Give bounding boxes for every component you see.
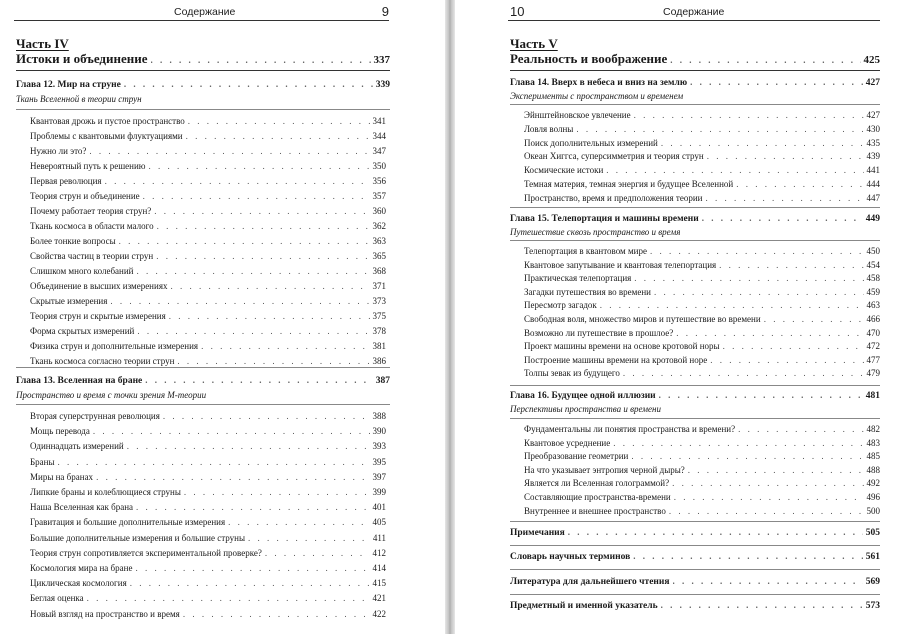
part-label: Часть V — [510, 36, 558, 51]
section-title: Скрытые измерения — [30, 296, 108, 306]
section-title: Наша Вселенная как брана — [30, 502, 134, 513]
section-title: Практическая телепортация — [524, 273, 632, 284]
section-page: 483 — [866, 437, 880, 448]
section-entry[interactable] — [30, 426, 386, 440]
section-entry[interactable] — [30, 266, 386, 280]
section-entry[interactable] — [30, 411, 386, 425]
section-title: Более тонкие вопросы — [30, 236, 116, 246]
chapter-entry[interactable] — [16, 79, 390, 93]
section-entry[interactable] — [30, 146, 386, 160]
section-entry[interactable] — [30, 191, 386, 205]
section-page: 378 — [372, 326, 386, 336]
section-entry[interactable] — [30, 176, 386, 190]
section-title: Объединение в высших измерениях — [30, 281, 168, 291]
end-matter-title: Литература для дальнейшего чтения — [510, 577, 670, 587]
divider — [16, 367, 390, 368]
section-entry[interactable] — [30, 251, 386, 265]
section-entry[interactable] — [524, 179, 880, 193]
section-title: Ткань космоса согласно теории струн — [30, 356, 175, 366]
section-entry[interactable] — [30, 563, 386, 577]
section-title: Телепортация в квантовом мире — [524, 246, 647, 256]
section-page: 375 — [372, 311, 386, 321]
section-title: Невероятный путь к решению — [30, 161, 146, 171]
section-page: 393 — [372, 441, 386, 452]
running-header-title: Содержание — [174, 6, 236, 18]
section-title: Вторая суперструнная революция — [30, 411, 160, 421]
section-entry[interactable] — [524, 151, 880, 165]
section-page: 459 — [866, 286, 880, 297]
left-page — [0, 0, 445, 634]
section-title: Пространство, время и предположения теории — [524, 192, 703, 203]
dot-leader — [576, 124, 863, 134]
section-entry[interactable] — [30, 221, 386, 235]
section-entry[interactable] — [30, 281, 386, 295]
dot-leader — [145, 375, 372, 385]
section-title: Космология мира на бране — [30, 563, 133, 573]
dot-leader — [169, 311, 370, 321]
dot-leader — [661, 600, 863, 610]
dot-leader — [710, 355, 863, 365]
part-title-entry[interactable] — [16, 51, 390, 68]
dot-leader — [669, 506, 864, 516]
section-page: 485 — [866, 451, 880, 462]
section-page: 466 — [866, 314, 880, 324]
dot-leader — [568, 527, 863, 537]
section-entry[interactable] — [30, 161, 386, 175]
section-title: Поиск дополнительных измерений — [524, 137, 658, 148]
section-entry[interactable] — [524, 314, 880, 328]
section-title: Физика струн и дополнительные измерения — [30, 341, 199, 351]
section-page: 479 — [866, 368, 880, 379]
dot-leader — [127, 441, 370, 451]
section-page: 470 — [866, 327, 880, 338]
section-page: 414 — [372, 563, 386, 573]
dot-leader — [706, 193, 864, 203]
section-page: 422 — [372, 608, 386, 619]
section-title: Преобразование геометрии — [524, 451, 629, 462]
section-page: 439 — [866, 151, 880, 162]
chapter-entry[interactable] — [510, 77, 880, 91]
section-title: Является ли Вселенная голограммой? — [524, 478, 670, 489]
section-page: 363 — [372, 236, 386, 246]
dot-leader — [674, 492, 864, 502]
dot-leader — [124, 79, 373, 89]
section-title: Гравитация и большие дополнительные измерения — [30, 517, 226, 528]
dot-leader — [177, 356, 369, 366]
divider — [16, 109, 390, 110]
chapter-title: Глава 13. Вселенная на бране — [16, 376, 143, 386]
section-entry[interactable] — [524, 341, 880, 355]
section-entry[interactable] — [30, 472, 386, 486]
section-page: 412 — [372, 547, 386, 558]
dot-leader — [184, 487, 370, 497]
chapter-title: Глава 15. Телепортация и машины времени — [510, 214, 699, 224]
part-label: Часть IV — [16, 36, 69, 51]
section-entry[interactable] — [524, 110, 880, 124]
section-entry[interactable] — [524, 355, 880, 369]
chapter-entry[interactable] — [16, 375, 390, 389]
end-matter-entry[interactable] — [510, 527, 880, 541]
dot-leader — [634, 273, 863, 283]
dot-leader — [702, 213, 863, 223]
dot-leader — [764, 314, 864, 324]
section-entry[interactable] — [524, 438, 880, 452]
chapter-subtitle: Ткань Вселенной в теории струн — [16, 94, 142, 104]
dot-leader — [690, 77, 863, 87]
section-page: 500 — [866, 505, 880, 516]
chapter-subtitle: Перспективы пространства и времени — [510, 404, 662, 414]
end-matter-page: 569 — [865, 577, 880, 587]
section-title: Ткань космоса в области малого — [30, 221, 154, 231]
dot-leader — [265, 548, 370, 558]
divider — [510, 207, 880, 208]
dot-leader — [136, 502, 369, 512]
section-entry[interactable] — [524, 193, 880, 207]
divider — [16, 70, 390, 71]
section-entry[interactable] — [524, 328, 880, 342]
section-title: Океан Хиггса, суперсимметрия и теория струн — [524, 151, 704, 162]
dot-leader — [719, 260, 863, 270]
dot-leader — [201, 341, 369, 351]
end-matter-entry[interactable] — [510, 551, 880, 565]
section-page: 496 — [866, 492, 880, 502]
chapter-page: 481 — [865, 391, 880, 401]
section-page: 360 — [372, 206, 386, 216]
section-entry[interactable] — [30, 441, 386, 455]
dot-leader — [137, 326, 369, 336]
section-entry[interactable] — [30, 502, 386, 516]
section-page: 373 — [372, 296, 386, 306]
section-entry[interactable] — [524, 260, 880, 274]
section-title: Темная материя, темная энергия и будущее Вселенной — [524, 179, 734, 189]
section-entry[interactable] — [524, 424, 880, 438]
dot-leader — [93, 426, 370, 436]
section-title: Свойства частиц в теории струн — [30, 251, 154, 261]
section-title: Космические истоки — [524, 165, 604, 176]
section-page: 381 — [372, 341, 386, 351]
section-page: 488 — [866, 464, 880, 475]
section-entry[interactable] — [524, 506, 880, 520]
part-title-entry[interactable] — [510, 51, 880, 68]
dot-leader — [188, 116, 370, 126]
divider — [16, 404, 390, 405]
dot-leader — [157, 221, 370, 231]
end-matter-entry[interactable] — [510, 600, 880, 614]
section-title: Проблемы с квантовыми флуктуациями — [30, 131, 183, 141]
section-page: 430 — [866, 123, 880, 134]
section-entry[interactable] — [524, 368, 880, 382]
section-title: Квантовое усреднение — [524, 437, 611, 448]
dot-leader — [156, 251, 369, 261]
section-title: Почему работает теория струн? — [30, 206, 152, 216]
section-page: 482 — [866, 424, 880, 434]
section-page: 415 — [372, 578, 386, 589]
section-entry[interactable] — [524, 451, 880, 465]
section-title: Возможно ли путешествие в прошлое? — [524, 327, 674, 338]
dot-leader — [650, 246, 864, 256]
section-entry[interactable] — [30, 206, 386, 220]
section-page: 368 — [372, 266, 386, 276]
page-number: 9 — [381, 4, 389, 19]
section-title: Эйнштейновское увлечение — [524, 110, 631, 120]
dot-leader — [634, 110, 864, 120]
section-page: 458 — [866, 273, 880, 284]
section-title: Толпы зевак из будущего — [524, 368, 620, 379]
section-title: Составляющие пространства-времени — [524, 492, 671, 502]
dot-leader — [661, 138, 864, 148]
section-entry[interactable] — [524, 273, 880, 287]
section-entry[interactable] — [30, 326, 386, 340]
section-title: Форма скрытых измерений — [30, 326, 135, 336]
section-entry[interactable] — [30, 457, 386, 471]
section-entry[interactable] — [30, 548, 386, 562]
section-page: 441 — [866, 165, 880, 176]
section-entry[interactable] — [524, 300, 880, 314]
chapter-page: 387 — [375, 376, 390, 386]
dot-leader — [149, 161, 370, 171]
dot-leader — [130, 578, 370, 588]
dot-leader — [96, 472, 369, 482]
end-matter-page: 505 — [865, 528, 880, 538]
dot-leader — [110, 296, 369, 306]
section-page: 397 — [372, 471, 386, 482]
dot-leader — [136, 266, 369, 276]
section-entry[interactable] — [524, 138, 880, 152]
end-matter-page: 573 — [865, 601, 880, 611]
section-entry[interactable] — [30, 311, 386, 325]
chapter-subtitle: Путешествие сквозь пространство и время — [510, 227, 681, 237]
section-page: 454 — [866, 259, 880, 270]
dot-leader — [673, 576, 863, 586]
section-page: 344 — [372, 131, 386, 141]
dot-leader — [119, 236, 370, 246]
running-header — [508, 4, 880, 21]
dot-leader — [613, 438, 863, 448]
dot-leader — [143, 191, 370, 201]
dot-leader — [135, 563, 369, 573]
section-page: 450 — [866, 246, 880, 256]
section-title: Загадки путешествия во времени — [524, 286, 651, 297]
part-title: Реальность и воображение — [510, 51, 668, 66]
section-page: 357 — [372, 191, 386, 201]
section-title: Циклическая космология — [30, 578, 127, 589]
section-entry[interactable] — [30, 236, 386, 250]
section-page: 401 — [372, 502, 386, 513]
section-entry[interactable] — [524, 246, 880, 260]
section-title: Свободная воля, множество миров и путешествие во времени — [524, 314, 761, 324]
dot-leader — [58, 457, 370, 467]
dot-leader — [228, 517, 369, 527]
chapter-page: 449 — [865, 214, 880, 224]
section-page: 390 — [372, 426, 386, 437]
dot-leader — [676, 328, 863, 338]
section-title: Большие дополнительные измерения и большие струны — [30, 532, 246, 543]
dot-leader — [151, 55, 371, 65]
section-entry[interactable] — [524, 478, 880, 492]
section-title: Внутреннее и внешнее пространство — [524, 505, 666, 516]
dot-leader — [154, 206, 369, 216]
section-entry[interactable] — [30, 296, 386, 310]
divider — [510, 545, 880, 546]
section-title: Теория струн и скрытые измерения — [30, 311, 166, 321]
dot-leader — [600, 300, 864, 310]
dot-leader — [186, 131, 370, 141]
divider — [510, 521, 880, 522]
section-page: 421 — [372, 593, 386, 604]
section-title: Проект машины времени на основе кротовой норы — [524, 341, 720, 352]
section-title: Квантовая дрожь и пустое пространство — [30, 116, 185, 126]
section-entry[interactable] — [30, 578, 386, 592]
section-page: 356 — [372, 176, 386, 186]
section-entry[interactable] — [524, 492, 880, 506]
chapter-title: Глава 12. Мир на струне — [16, 80, 121, 90]
dot-leader — [105, 176, 370, 186]
chapter-entry[interactable] — [510, 213, 880, 227]
chapter-page: 339 — [375, 80, 390, 90]
section-title: Браны — [30, 456, 55, 467]
dot-leader — [688, 465, 864, 475]
chapter-title: Глава 16. Будущее одной иллюзии — [510, 391, 656, 401]
divider — [510, 385, 880, 386]
divider — [510, 569, 880, 570]
running-header — [14, 4, 389, 21]
dot-leader — [606, 165, 863, 175]
section-title: Мощь перевода — [30, 426, 90, 437]
end-matter-title: Предметный и именной указатель — [510, 601, 658, 611]
section-page: 341 — [372, 116, 386, 126]
section-entry[interactable] — [30, 517, 386, 531]
dot-leader — [670, 55, 860, 65]
divider — [510, 418, 880, 419]
section-title: На что указывает энтропия черной дыры? — [524, 464, 685, 475]
dot-leader — [248, 533, 370, 543]
dot-leader — [183, 609, 370, 619]
section-title: Беглая оценка — [30, 593, 84, 604]
section-page: 395 — [372, 456, 386, 467]
section-entry[interactable] — [524, 124, 880, 138]
dot-leader — [633, 551, 863, 561]
section-page: 477 — [866, 354, 880, 365]
section-page: 371 — [372, 281, 386, 291]
book-spine — [445, 0, 455, 634]
end-matter-page: 561 — [865, 552, 880, 562]
right-page — [455, 0, 900, 634]
section-title: Теория струн и объединение — [30, 191, 140, 201]
chapter-subtitle: Пространство и время с точки зрения M-теории — [16, 390, 207, 400]
chapter-page: 427 — [865, 78, 880, 88]
divider — [510, 104, 880, 105]
section-entry[interactable] — [30, 487, 386, 501]
dot-leader — [707, 151, 864, 161]
end-matter-title: Примечания — [510, 528, 565, 538]
section-page: 388 — [372, 411, 386, 421]
section-page: 427 — [866, 110, 880, 120]
section-page: 435 — [866, 137, 880, 148]
section-title: Слишком много колебаний — [30, 266, 134, 276]
section-page: 365 — [372, 251, 386, 261]
section-entry[interactable] — [30, 131, 386, 145]
dot-leader — [631, 451, 863, 461]
section-entry[interactable] — [524, 465, 880, 479]
dot-leader — [87, 593, 370, 603]
chapter-subtitle: Эксперименты с пространством и временем — [510, 91, 684, 101]
section-entry[interactable] — [30, 593, 386, 607]
divider — [510, 70, 880, 71]
dot-leader — [723, 341, 864, 351]
divider — [510, 594, 880, 595]
section-page: 399 — [372, 487, 386, 497]
chapter-title: Глава 14. Вверх в небеса и вниз на землю — [510, 78, 688, 88]
part-page: 337 — [373, 54, 390, 66]
section-page: 411 — [372, 532, 386, 543]
section-page: 463 — [866, 300, 880, 311]
dot-leader — [659, 390, 863, 400]
section-page: 362 — [372, 221, 386, 231]
section-title: Липкие браны и колеблющиеся струны — [30, 487, 181, 497]
section-entry[interactable] — [30, 609, 386, 623]
section-title: Фундаментальны ли понятия пространства и времени? — [524, 424, 736, 434]
section-entry[interactable] — [30, 533, 386, 547]
section-page: 447 — [866, 192, 880, 203]
running-header-title: Содержание — [663, 6, 725, 18]
section-page: 386 — [372, 356, 386, 366]
dot-leader — [654, 287, 864, 297]
dot-leader — [89, 146, 369, 156]
end-matter-entry[interactable] — [510, 576, 880, 590]
section-page: 405 — [372, 517, 386, 528]
section-title: Квантовое запутывание и квантовая телепортация — [524, 259, 717, 270]
section-page: 350 — [372, 161, 386, 171]
part-title: Истоки и объединение — [16, 51, 148, 66]
section-title: Построение машины времени на кротовой норе — [524, 354, 708, 365]
dot-leader — [672, 478, 863, 488]
section-page: 444 — [866, 179, 880, 189]
section-title: Миры на бранах — [30, 471, 94, 482]
dot-leader — [163, 411, 370, 421]
dot-leader — [736, 179, 863, 189]
section-title: Нужно ли это? — [30, 146, 87, 156]
section-entry[interactable] — [524, 165, 880, 179]
dot-leader — [738, 424, 863, 434]
section-title: Пересмотр загадок — [524, 300, 597, 311]
chapter-entry[interactable] — [510, 390, 880, 404]
section-entry[interactable] — [30, 116, 386, 130]
section-page: 472 — [866, 341, 880, 352]
section-entry[interactable] — [30, 341, 386, 355]
section-title: Новый взгляд на пространство и время — [30, 608, 180, 619]
section-entry[interactable] — [524, 287, 880, 301]
dot-leader — [623, 368, 864, 378]
end-matter-title: Словарь научных терминов — [510, 552, 631, 562]
divider — [510, 240, 880, 241]
section-title: Теория струн сопротивляется экспериментальной проверке? — [30, 547, 262, 558]
section-title: Первая революция — [30, 176, 102, 186]
section-page: 347 — [372, 146, 386, 156]
part-page: 425 — [863, 54, 880, 66]
section-title: Одиннадцать измерений — [30, 441, 124, 452]
dot-leader — [170, 281, 369, 291]
section-title: Ловля волны — [524, 123, 574, 134]
page-number: 10 — [510, 4, 525, 19]
section-page: 492 — [866, 478, 880, 489]
